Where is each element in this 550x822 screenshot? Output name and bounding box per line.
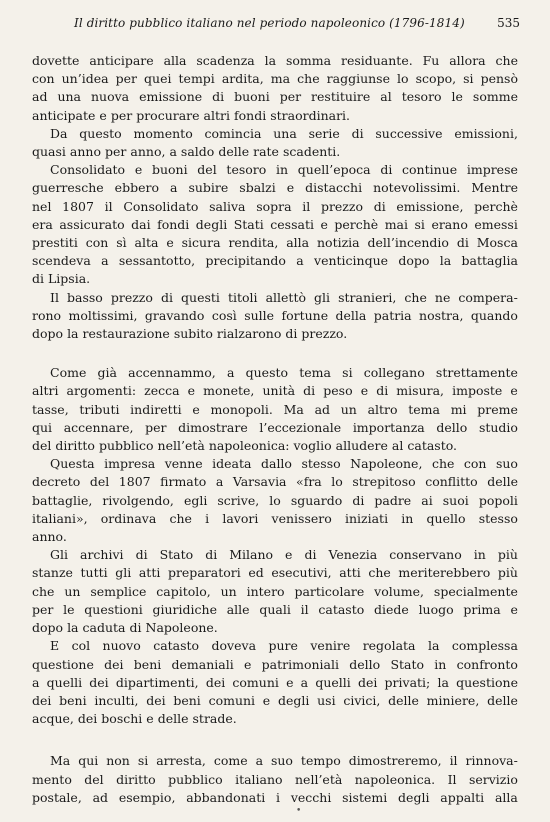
text-line: mento del diritto pubblico italiano nell’età napoleonica. Il servizio bbox=[32, 771, 518, 787]
text-line: postale, ad esempio, abbandonati i vecchi sistemi degli appalti alla bbox=[32, 789, 518, 805]
text-line: rono moltissimi, gravando così sulle fortune della patria nostra, quando bbox=[32, 307, 518, 323]
text-line: dopo la caduta di Napoleone. bbox=[32, 620, 218, 636]
text-line: italiani», ordinava che i lavori venissero iniziati in quello stesso bbox=[32, 510, 518, 526]
text-line: Da questo momento comincia una serie di successive emissioni, bbox=[50, 125, 518, 141]
text-line: anno. bbox=[32, 529, 67, 545]
text-line: Il basso prezzo di questi titoli allettò gli stranieri, che ne compera- bbox=[50, 289, 518, 305]
text-line: questione dei beni demaniali e patrimoniali dello Stato in confronto bbox=[32, 656, 518, 672]
text-line: ad una nuova emissione di buoni per restituire al tesoro le somme bbox=[32, 89, 518, 105]
text-line: Ma qui non si arresta, come a suo tempo dimostreremo, il rinnova- bbox=[50, 753, 518, 769]
text-line: decreto del 1807 firmato a Varsavia «fra lo strepitoso conflitto delle bbox=[32, 474, 518, 490]
text-line: scendeva a sessantotto, precipitando a venticinque dopo la battaglia bbox=[32, 253, 518, 269]
para-consolidato bbox=[32, 161, 518, 288]
text-line: E col nuovo catasto doveva pure venire regolata la complessa bbox=[50, 638, 518, 654]
text-line: del diritto pubblico nell’età napoleonica: voglio alludere al catasto. bbox=[32, 438, 458, 454]
page-number: 535 bbox=[497, 16, 520, 30]
text-line: stanze tutti gli atti preparatori ed esecutivi, atti che meriterebbero più bbox=[32, 565, 518, 581]
text-line: dopo la restaurazione subito rialzarono di prezzo. bbox=[32, 326, 348, 342]
text-line: dei beni inculti, dei beni comuni e degli usi civici, delle miniere, delle bbox=[32, 692, 518, 708]
text-line: prestiti con sì alta e sicura rendita, alla notizia dell’incendio di Mosca bbox=[32, 235, 518, 251]
text-line: battaglie, rivolgendo, egli scrive, lo sguardo di padre ai suoi popoli bbox=[32, 492, 518, 508]
text-line: acque, dei boschi e delle strade. bbox=[32, 711, 237, 727]
para-tema bbox=[32, 364, 518, 455]
text-line: che un semplice capitolo, un intero particolare volume, specialmente bbox=[32, 583, 518, 599]
text-line: era assicurato dai fondi degli Stati cessati e perchè mai si erano emessi bbox=[32, 216, 518, 232]
para-basso-prezzo bbox=[32, 289, 518, 344]
text-line: qui accennare, per dimostrare l’eccezionale importanza dello studio bbox=[32, 419, 518, 435]
para-nuovo-catasto bbox=[32, 637, 518, 728]
text-line: di Lipsia. bbox=[32, 271, 91, 287]
section-gap bbox=[32, 343, 518, 364]
text-line: dovette anticipare alla scadenza la somma residuante. Fu allora che bbox=[32, 53, 518, 68]
page-body bbox=[32, 52, 518, 807]
text-line: Come già accennammo, a questo tema si collegano strettamente bbox=[50, 365, 518, 381]
text-line: Gli archivi di Stato di Milano e di Venezia conservano in più bbox=[50, 547, 518, 563]
page-header bbox=[30, 10, 520, 36]
text-line: tasse, tributi indiretti e monopoli. Ma ad un altro tema mi preme bbox=[32, 401, 518, 417]
text-line: con un’idea per quei tempi ardita, ma che raggiunse lo scopo, si pensò bbox=[32, 71, 518, 87]
para-impresa bbox=[32, 455, 518, 546]
printer-mark: • bbox=[296, 806, 302, 816]
text-line: quasi anno per anno, a saldo delle rate scadenti. bbox=[32, 144, 341, 160]
text-line: Consolidato e buoni del tesoro in quell’epoca di continue imprese bbox=[50, 162, 518, 178]
text-line: Questa impresa venne ideata dallo stesso Napoleone, che con suo bbox=[50, 456, 518, 472]
text-line: nel 1807 il Consolidato saliva sopra il prezzo di emissione, perchè bbox=[32, 198, 518, 214]
para-rinnovamento bbox=[32, 752, 518, 807]
text-line: guerresche ebbero a subire sbalzi e distacchi notevolissimi. Mentre bbox=[32, 180, 518, 196]
running-head: Il diritto pubblico italiano nel periodo napoleonico (1796-1814) bbox=[74, 16, 465, 30]
text-line: anticipate e per procurare altri fondi straordinari. bbox=[32, 107, 351, 123]
text-line: a quelli dei dipartimenti, dei comuni e a quelli dei privati; la questione bbox=[32, 674, 518, 690]
text-line: per le questioni giuridiche alle quali il catasto diede luogo prima e bbox=[32, 601, 518, 617]
para-anticipare bbox=[32, 52, 518, 125]
text-line: altri argomenti: zecca e monete, unità di peso e di misura, imposte e bbox=[32, 383, 518, 399]
para-emissioni bbox=[32, 125, 518, 161]
section-gap bbox=[32, 728, 518, 752]
para-archivi bbox=[32, 546, 518, 637]
